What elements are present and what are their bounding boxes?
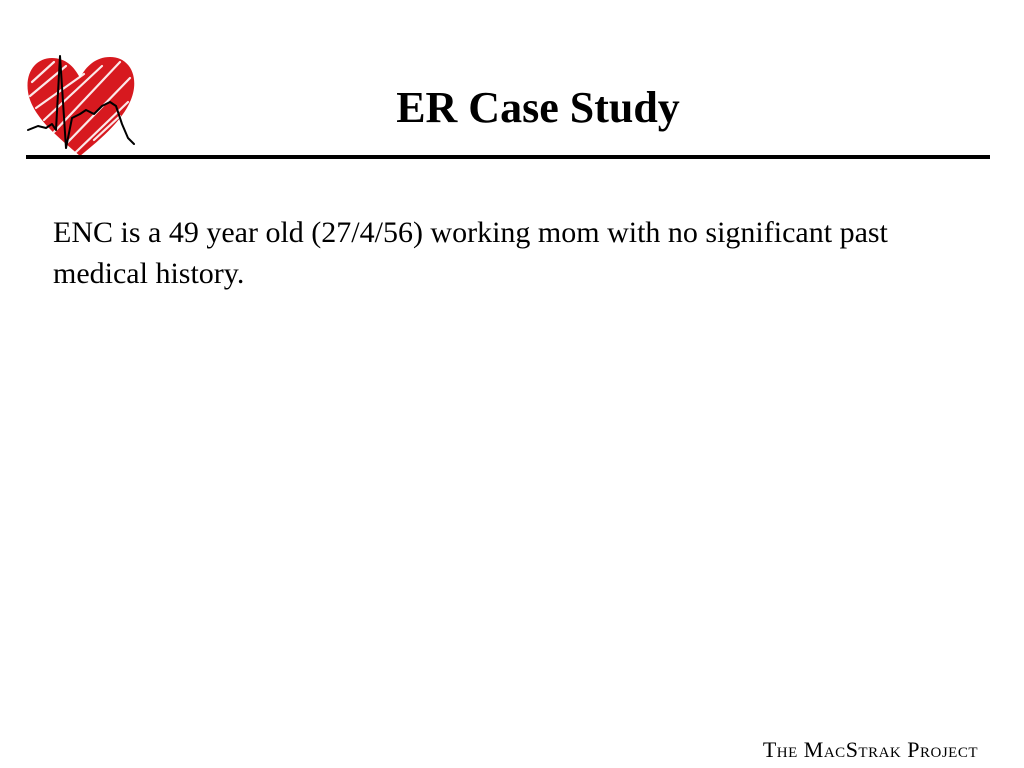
title-divider — [26, 155, 990, 159]
slide-title: ER Case Study — [396, 83, 680, 132]
heart-ecg-logo-icon — [24, 52, 140, 160]
footer-credit: The MacStrak Project — [762, 737, 978, 762]
case-description: ENC is a 49 year old (27/4/56) working mom with no significant past medical history. — [53, 216, 888, 290]
